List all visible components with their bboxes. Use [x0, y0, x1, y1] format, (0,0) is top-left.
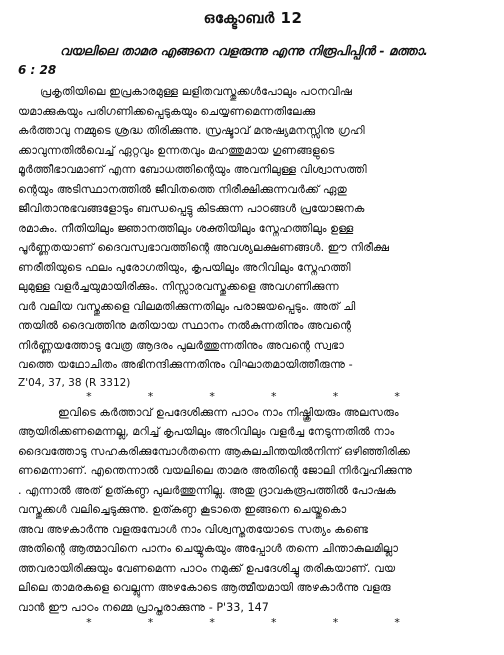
separator-star: *	[86, 616, 92, 629]
separator-star: *	[86, 389, 92, 403]
source-citation: P'33, 147	[216, 600, 269, 614]
separator-star: *	[209, 616, 215, 629]
paragraph-line: ണരീതിയുടെ ഫലം പുരോഗതിയും, കൃപയിലും അറിവിലും സ്നേഹത്തി	[18, 260, 351, 274]
paragraph-text: വാൻ ഈ പാഠം നമ്മെ പ്രാപ്തരാക്കുന്നു -	[18, 600, 213, 614]
paragraph-line: വസ്തുക്കൾ വലിച്ചെടുക്കുന്നു. ഉത്കണ്ഠ കൂടാതെ ഇങ്ങനെ ചെയ്തുകൊ	[18, 503, 347, 516]
paragraph-line: ലുമുള്ള വളർച്ചയുമായിരിക്കും. നിസ്സാരവസ്തുക്കളെ അവഗണിക്കുന്ന	[18, 280, 339, 293]
separator-star: *	[147, 616, 154, 629]
paragraph-line: യമാക്കുകയും പരിഗണിക്കപ്പെടുകയും ചെയ്യണമെന്നതിലേക്കു	[18, 104, 316, 118]
separator-star: *	[271, 389, 277, 403]
separator-star: *	[394, 616, 400, 629]
paragraph-line: ണമെന്നാണ്. എന്തെന്നാൽ വയലിലെ താമര അതിന്റെ ജോലി നിർവ്വഹിക്കുന്നു	[18, 464, 413, 477]
paragraph-2	[18, 403, 488, 618]
section-separator	[18, 391, 488, 403]
paragraph-line: ലിലെ താമരകളെ വെല്ലുന്ന അഴകോടെ ആത്മീയമായി അഴകാർന്നു വളരു	[18, 581, 391, 594]
paragraph-line: ആയിരിക്കണമെന്നല്ല, മറിച്ച് കൃപയിലും അറിവിലും വളർച്ച നേടുന്നതിൽ നാം	[18, 425, 395, 438]
separator-star: *	[332, 389, 339, 403]
paragraph-line: ജീവിതാനുഭവങ്ങളോടും ബന്ധപ്പെട്ടു കിടക്കുന്ന പാഠങ്ങൾ പ്രയോജനക	[18, 202, 365, 215]
paragraph-line: അവ അഴകാർന്നു വളരുമ്പോൾ നാം വിശ്വസ്തതയോടെ സത്യം കണ്ടെ	[18, 522, 369, 536]
paragraph-line: ദൈവത്തോടു സഹകരിക്കുമ്പോൾതന്നെ ആകുലചിന്തയിൽനിന്ന് ഒഴിഞ്ഞിരിക്ക	[18, 444, 411, 458]
separator-star: *	[271, 616, 277, 629]
paragraph-line: വർ വലിയ വസ്തുക്കളെ വിലമതിക്കുന്നതിലും പരാജയപ്പെടും. അത് ചി	[18, 299, 356, 313]
paragraph-line: പൂർണ്ണതയാണ് ദൈവസ്വഭാവത്തിന്റെ അവശ്യലക്ഷണങ്ങൾ. ഈ നിരീക്ഷ	[18, 241, 390, 254]
paragraph-line: ന്തയിൽ ദൈവത്തിനു മതിയായ സ്ഥാനം നൽകുന്നതിനും അവന്റെ	[18, 319, 352, 332]
paragraph-line: ക്കാവുന്നതിൽവെച്ച് ഏറ്റവും ഉന്നതവും മഹത്തുമായ ഗുണങ്ങളുടെ	[18, 143, 335, 157]
source-citation: Z'04, 37, 38 (R 3312)	[18, 376, 131, 389]
separator-star: *	[394, 389, 400, 403]
separator-star: *	[209, 389, 215, 403]
paragraph-line: പ്രകൃതിയിലെ ഇപ്രകാരമുള്ള ലളിതവസ്തുക്കൾപോലും പഠനവിഷ	[40, 85, 353, 98]
paragraph-line: ന്റെയും അടിസ്ഥാനത്തിൽ ജീവിതത്തെ നിരീക്ഷിക്കുന്നവർക്ക് ഏതു	[18, 182, 347, 196]
paragraph-line: വത്തെ യഥോചിതം അഭിനന്ദിക്കുന്നതിനും വിഘാതമായിത്തീരുന്നു -	[18, 358, 353, 371]
paragraph-line: . എന്നാൽ അത് ഉത്കണ്ഠ പുലർത്തുന്നില്ല. അതു ദ്രാവകരൂപത്തിൽ പോഷക	[18, 483, 396, 497]
paragraph-line: കർത്താവു നമ്മുടെ ശ്രദ്ധ തിരിക്കുന്നു. സ്രഷ്ടാവ് മനുഷ്യമനസ്സിനു ഗ്രഹി	[18, 124, 365, 137]
section-separator	[18, 617, 488, 629]
paragraph-1	[18, 82, 488, 391]
separator-star: *	[147, 389, 154, 403]
separator-star: *	[332, 616, 339, 629]
paragraph-line: ത്തവരായിരിക്കുയും വേണമെന്ന പാഠം നമുക്ക് ഉപദേശിച്ചു തരികയാണ്. വയ	[18, 561, 396, 575]
paragraph-line: രമാകും. നീതിയിലും ജ്ഞാനത്തിലും ശക്തിയിലും സ്നേഹത്തിലും ഉള്ള	[18, 221, 354, 235]
scripture-verse: വയലിലെ താമര എങ്ങനെ വളരുന്നു എന്നു നിരൂപിപ്പിൻ - മത്താ.	[60, 43, 428, 58]
paragraph-line: നിർണ്ണയത്തോടു വേത്ര ആദരം പുലർത്തുന്നതിനും അവന്റെ സ്വഭാ	[18, 338, 344, 352]
paragraph-line: ഇവിടെ കർത്താവ് ഉപദേശിക്കുന്ന പാഠം നാം നിഷ്ക്രിയരും അലസരും	[58, 405, 399, 419]
paragraph-line: അതിന്റെ ആത്മാവിനെ പാനം ചെയ്യുകയും അപ്പോൾ തന്നെ ചിന്താകുലമില്ലാ	[18, 542, 398, 555]
paragraph-line: മൂർത്തീഭാവമാണ് എന്ന ബോധത്തിന്റെയും അവനിലുള്ള വിശ്വാസത്തി	[18, 163, 367, 176]
date-heading: ഒക്ടോബർ 12	[203, 9, 303, 27]
scripture-reference: 6 : 28	[18, 63, 57, 77]
paragraph-line-last	[18, 598, 488, 618]
